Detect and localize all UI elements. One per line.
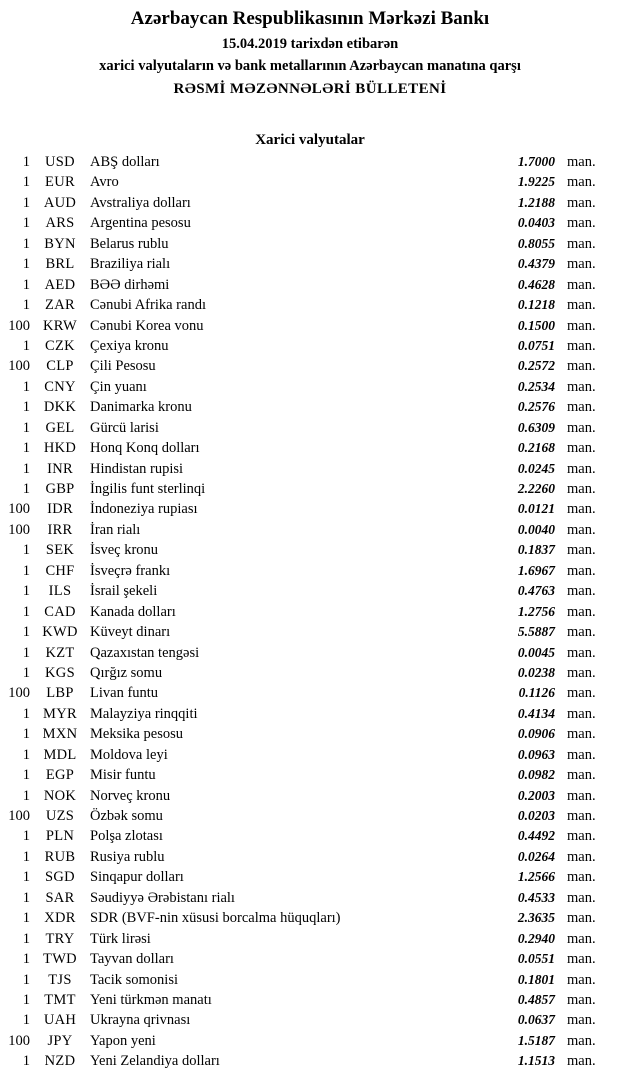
unit-label: man. xyxy=(567,624,596,641)
currency-quantity: 1 xyxy=(22,705,30,722)
rate-row xyxy=(0,256,620,276)
rate-row xyxy=(0,481,620,501)
rate-row xyxy=(0,624,620,644)
currency-code: GEL xyxy=(45,419,75,436)
currency-name: İndoneziya rupiası xyxy=(90,501,198,518)
currency-name: Ukrayna qrivnası xyxy=(90,1012,191,1029)
currency-quantity: 1 xyxy=(22,910,30,927)
unit-label: man. xyxy=(567,460,596,477)
currency-code: UZS xyxy=(45,808,75,824)
currency-quantity: 1 xyxy=(22,828,30,845)
currency-code: KGS xyxy=(45,664,75,681)
rate-value: 0.8055 xyxy=(517,235,555,251)
rate-value: 0.1218 xyxy=(517,297,555,313)
currency-quantity: 1 xyxy=(22,889,30,906)
currency-code: CHF xyxy=(45,562,75,579)
unit-label: man. xyxy=(567,910,596,927)
currency-quantity: 1 xyxy=(22,460,30,477)
currency-name: İngilis funt sterlinqi xyxy=(90,481,206,497)
currency-code: SGD xyxy=(45,869,75,886)
unit-label: man. xyxy=(567,746,596,763)
rate-row xyxy=(0,951,620,971)
unit-label: man. xyxy=(567,1032,596,1049)
unit-label: man. xyxy=(567,951,596,968)
unit-label: man. xyxy=(567,215,596,232)
currency-code: IDR xyxy=(47,501,73,518)
currency-quantity: 1 xyxy=(22,174,30,191)
rate-value: 0.0045 xyxy=(517,644,555,660)
currency-name: Hindistan rupisi xyxy=(90,460,184,477)
rate-value: 0.0403 xyxy=(517,215,555,231)
currency-name: Qırğız somu xyxy=(90,664,163,681)
currency-quantity: 1 xyxy=(22,481,30,497)
rate-row xyxy=(0,726,620,746)
unit-label: man. xyxy=(567,848,596,865)
rate-row xyxy=(0,788,620,808)
rate-value: 0.1837 xyxy=(517,542,555,558)
rate-value: 0.2576 xyxy=(517,399,555,415)
unit-label: man. xyxy=(567,705,596,722)
rate-row xyxy=(0,318,620,338)
rate-row xyxy=(0,236,620,256)
rates-table-body xyxy=(0,154,620,1074)
currency-name: Özbək somu xyxy=(90,808,163,824)
currency-code: GBP xyxy=(45,481,75,497)
currency-name: Avstraliya dolları xyxy=(90,194,191,211)
rate-row xyxy=(0,910,620,930)
currency-quantity: 1 xyxy=(22,276,30,293)
rate-row xyxy=(0,154,620,174)
currency-quantity: 1 xyxy=(22,848,30,865)
rate-row xyxy=(0,461,620,481)
currency-quantity: 100 xyxy=(8,1032,30,1049)
unit-label: man. xyxy=(567,930,596,947)
currency-quantity: 1 xyxy=(22,767,30,784)
currency-name: Tacik somonisi xyxy=(90,971,178,988)
rate-row xyxy=(0,583,620,603)
rate-row xyxy=(0,1012,620,1032)
rate-row xyxy=(0,297,620,317)
rate-value: 0.0963 xyxy=(517,746,555,762)
rate-value: 0.1801 xyxy=(517,971,555,987)
currency-name: Meksika pesosu xyxy=(90,726,184,743)
currency-name: Qazaxıstan tengəsi xyxy=(90,644,200,661)
currency-name: Tayvan dolları xyxy=(90,951,174,968)
rate-value: 0.4857 xyxy=(517,991,555,1007)
rate-value: 1.2188 xyxy=(517,194,555,210)
rate-row xyxy=(0,358,620,378)
currency-code: IRR xyxy=(47,521,73,538)
currency-quantity: 1 xyxy=(22,930,30,947)
currency-code: KRW xyxy=(43,317,77,334)
currency-quantity: 1 xyxy=(22,1053,30,1070)
currency-code: NOK xyxy=(43,787,77,804)
unit-label: man. xyxy=(567,440,596,457)
currency-code: ARS xyxy=(45,215,75,232)
rate-value: 0.6309 xyxy=(517,419,555,435)
rate-value: 0.4492 xyxy=(517,828,555,844)
currency-name: Cənubi Afrika randı xyxy=(90,297,206,314)
currency-code: CAD xyxy=(44,603,76,620)
currency-quantity: 1 xyxy=(22,746,30,763)
rate-value: 0.0751 xyxy=(517,337,555,353)
section-title-foreign-currencies: Xarici valyutalar xyxy=(255,132,365,148)
currency-quantity: 1 xyxy=(22,787,30,804)
currency-name: Cənubi Korea vonu xyxy=(90,317,204,334)
currency-code: EGP xyxy=(45,767,75,784)
rate-row xyxy=(0,706,620,726)
rate-row xyxy=(0,1033,620,1053)
currency-quantity: 1 xyxy=(22,726,30,743)
rate-value: 0.4134 xyxy=(517,705,555,721)
rate-row xyxy=(0,174,620,194)
rate-row xyxy=(0,992,620,1012)
unit-label: man. xyxy=(567,603,596,620)
currency-code: KWD xyxy=(42,624,78,641)
currency-name: Türk lirəsi xyxy=(90,930,151,947)
rate-row xyxy=(0,869,620,889)
currency-name: Livan funtu xyxy=(90,685,159,702)
rate-value: 0.2168 xyxy=(517,440,555,456)
rate-value: 2.3635 xyxy=(517,910,555,926)
currency-quantity: 1 xyxy=(22,624,30,641)
unit-label: man. xyxy=(567,828,596,845)
unit-label: man. xyxy=(567,399,596,416)
unit-label: man. xyxy=(567,889,596,906)
rate-value: 0.0121 xyxy=(517,501,555,517)
rate-value: 0.0264 xyxy=(517,848,555,864)
bank-title: Azərbaycan Respublikasının Mərkəzi Bankı xyxy=(130,8,490,29)
currency-code: HKD xyxy=(43,440,77,457)
rate-value: 1.2566 xyxy=(517,869,555,885)
unit-label: man. xyxy=(567,154,596,170)
rate-value: 0.0637 xyxy=(517,1012,555,1028)
rate-row xyxy=(0,828,620,848)
currency-code: TJS xyxy=(48,971,72,988)
currency-code: CZK xyxy=(45,337,75,354)
unit-label: man. xyxy=(567,378,596,395)
rate-row xyxy=(0,195,620,215)
currency-quantity: 1 xyxy=(22,1012,30,1029)
currency-code: MYR xyxy=(43,705,77,722)
currency-quantity: 100 xyxy=(8,685,30,702)
unit-label: man. xyxy=(567,419,596,436)
currency-name: İsrail şekeli xyxy=(90,583,158,600)
currency-name: Sinqapur dolları xyxy=(90,869,184,886)
currency-code: USD xyxy=(45,154,75,170)
currency-code: MXN xyxy=(42,726,78,743)
rate-value: 0.0245 xyxy=(517,460,555,476)
currency-quantity: 100 xyxy=(8,317,30,334)
currency-quantity: 100 xyxy=(8,521,30,538)
currency-code: SAR xyxy=(45,889,75,906)
unit-label: man. xyxy=(567,726,596,743)
currency-code: TMT xyxy=(44,991,76,1008)
currency-quantity: 1 xyxy=(22,215,30,232)
currency-quantity: 1 xyxy=(22,297,30,314)
currency-quantity: 1 xyxy=(22,583,30,600)
rate-value: 0.1500 xyxy=(517,317,555,333)
currency-quantity: 1 xyxy=(22,235,30,252)
unit-label: man. xyxy=(567,521,596,538)
rate-value: 1.7000 xyxy=(517,154,555,169)
currency-code: UAH xyxy=(43,1012,77,1029)
currency-name: İran rialı xyxy=(90,521,141,538)
currency-code: KZT xyxy=(45,644,75,661)
currency-code: LBP xyxy=(46,685,74,702)
unit-label: man. xyxy=(567,358,596,375)
rate-row xyxy=(0,890,620,910)
currency-quantity: 1 xyxy=(22,562,30,579)
rate-row xyxy=(0,338,620,358)
rate-value: 5.5887 xyxy=(517,624,555,640)
currency-code: CNY xyxy=(44,378,76,395)
currency-name: Danimarka kronu xyxy=(90,399,192,416)
rate-row xyxy=(0,563,620,583)
rate-value: 0.4628 xyxy=(517,276,555,292)
currency-quantity: 1 xyxy=(22,991,30,1008)
currency-name: Səudiyyə Ərəbistanı rialı xyxy=(90,889,235,906)
currency-code: ILS xyxy=(48,583,72,600)
unit-label: man. xyxy=(567,869,596,886)
rate-value: 0.4763 xyxy=(517,583,555,599)
unit-label: man. xyxy=(567,767,596,784)
currency-quantity: 100 xyxy=(8,501,30,518)
currency-name: Honq Konq dolları xyxy=(90,440,200,457)
currency-code: CLP xyxy=(46,358,74,375)
currency-name: Belarus rublu xyxy=(90,235,169,252)
rate-row xyxy=(0,522,620,542)
unit-label: man. xyxy=(567,1053,596,1070)
unit-label: man. xyxy=(567,562,596,579)
unit-label: man. xyxy=(567,174,596,191)
currency-quantity: 100 xyxy=(8,808,30,824)
currency-quantity: 1 xyxy=(22,256,30,273)
currency-code: AED xyxy=(44,276,76,293)
currency-code: TRY xyxy=(45,930,75,947)
unit-label: man. xyxy=(567,501,596,518)
rate-row xyxy=(0,1053,620,1073)
currency-name: Argentina pesosu xyxy=(90,215,191,232)
rate-row xyxy=(0,645,620,665)
unit-label: man. xyxy=(567,481,596,497)
rate-row xyxy=(0,972,620,992)
unit-label: man. xyxy=(567,808,596,824)
rate-row xyxy=(0,685,620,705)
unit-label: man. xyxy=(567,644,596,661)
rate-value: 0.4533 xyxy=(517,889,555,905)
currency-quantity: 1 xyxy=(22,971,30,988)
currency-name: ABŞ dolları xyxy=(90,154,160,170)
currency-quantity: 1 xyxy=(22,337,30,354)
rate-value: 0.1126 xyxy=(518,685,555,701)
rate-row xyxy=(0,440,620,460)
rate-value: 0.2940 xyxy=(517,930,555,946)
currency-code: JPY xyxy=(47,1032,73,1049)
rate-value: 2.2260 xyxy=(517,481,555,496)
currency-name: Yapon yeni xyxy=(90,1032,156,1049)
rate-value: 1.5187 xyxy=(517,1032,555,1048)
rate-row xyxy=(0,747,620,767)
currency-quantity: 1 xyxy=(22,664,30,681)
rate-row xyxy=(0,767,620,787)
currency-code: RUB xyxy=(44,848,76,865)
currency-name: İsveçrə frankı xyxy=(90,562,171,579)
currency-quantity: 1 xyxy=(22,542,30,559)
unit-label: man. xyxy=(567,194,596,211)
currency-code: INR xyxy=(47,460,73,477)
currency-quantity: 1 xyxy=(22,378,30,395)
rate-value: 0.2534 xyxy=(517,378,555,394)
rate-value: 0.0238 xyxy=(517,664,555,680)
effective-date-line: 15.04.2019 tarixdən etibarən xyxy=(221,36,399,52)
currency-code: BRL xyxy=(45,256,75,273)
rate-row xyxy=(0,849,620,869)
rate-value: 1.6967 xyxy=(517,562,555,578)
unit-label: man. xyxy=(567,991,596,1008)
rate-row xyxy=(0,420,620,440)
currency-name: Küveyt dinarı xyxy=(90,624,171,641)
unit-label: man. xyxy=(567,1012,596,1029)
rate-value: 1.2756 xyxy=(517,603,555,619)
currency-name: Çin yuanı xyxy=(90,378,147,395)
currency-name: SDR (BVF-nin xüsusi borcalma hüquqları) xyxy=(90,910,341,927)
currency-quantity: 1 xyxy=(22,154,30,170)
unit-label: man. xyxy=(567,685,596,702)
currency-quantity: 1 xyxy=(22,440,30,457)
currency-quantity: 1 xyxy=(22,603,30,620)
currency-quantity: 100 xyxy=(8,358,30,375)
rate-row xyxy=(0,501,620,521)
rate-value: 0.2003 xyxy=(517,787,555,803)
rate-value: 0.0040 xyxy=(517,521,555,537)
currency-quantity: 1 xyxy=(22,869,30,886)
rate-value: 1.9225 xyxy=(517,174,555,190)
currency-code: XDR xyxy=(44,910,76,927)
unit-label: man. xyxy=(567,256,596,273)
rate-value: 1.1513 xyxy=(517,1053,555,1069)
currency-name: Braziliya rialı xyxy=(90,256,171,273)
currency-name: Çili Pesosu xyxy=(90,358,156,375)
rate-value: 0.0551 xyxy=(517,951,555,967)
currency-name: Norveç kronu xyxy=(90,787,171,804)
currency-code: BYN xyxy=(44,235,76,252)
currency-name: Malayziya rinqqiti xyxy=(90,705,198,722)
currency-code: EUR xyxy=(45,174,75,191)
currency-name: BƏƏ dirhəmi xyxy=(90,276,170,293)
currency-name: Rusiya rublu xyxy=(90,848,165,865)
rate-value: 0.0982 xyxy=(517,767,555,783)
rate-row xyxy=(0,604,620,624)
rate-row xyxy=(0,665,620,685)
unit-label: man. xyxy=(567,317,596,334)
currency-name: Yeni Zelandiya dolları xyxy=(90,1053,220,1070)
currency-code: MDL xyxy=(43,746,77,763)
rate-value: 0.0906 xyxy=(517,726,555,742)
currency-name: Kanada dolları xyxy=(90,603,176,620)
currency-code: ZAR xyxy=(45,297,75,314)
unit-label: man. xyxy=(567,337,596,354)
currency-quantity: 1 xyxy=(22,194,30,211)
unit-label: man. xyxy=(567,276,596,293)
rate-row xyxy=(0,808,620,828)
currency-code: NZD xyxy=(44,1053,76,1070)
currency-name: Polşa zlotası xyxy=(90,828,163,845)
unit-label: man. xyxy=(567,787,596,804)
currency-code: PLN xyxy=(45,828,75,845)
rate-row xyxy=(0,215,620,235)
currency-quantity: 1 xyxy=(22,419,30,436)
currency-code: SEK xyxy=(45,542,75,559)
currency-name: Avro xyxy=(90,174,119,191)
currency-quantity: 1 xyxy=(22,951,30,968)
currency-name: Moldova leyi xyxy=(90,746,168,763)
currency-name: İsveç kronu xyxy=(90,542,159,559)
currency-name: Yeni türkmən manatı xyxy=(90,991,212,1008)
currency-code: AUD xyxy=(43,194,77,211)
rate-row xyxy=(0,542,620,562)
unit-label: man. xyxy=(567,542,596,559)
rate-row xyxy=(0,931,620,951)
unit-label: man. xyxy=(567,664,596,681)
unit-label: man. xyxy=(567,235,596,252)
unit-label: man. xyxy=(567,971,596,988)
rate-row xyxy=(0,399,620,419)
currency-name: Çexiya kronu xyxy=(90,337,169,354)
currency-name: Gürcü larisi xyxy=(90,419,159,436)
rate-value: 0.0203 xyxy=(517,808,555,823)
unit-label: man. xyxy=(567,297,596,314)
currency-quantity: 1 xyxy=(22,399,30,416)
rate-row xyxy=(0,379,620,399)
rate-row xyxy=(0,277,620,297)
currency-code: DKK xyxy=(43,399,77,416)
bulletin-title: RƏSMİ MƏZƏNNƏLƏRİ BÜLLETENİ xyxy=(173,81,447,97)
unit-label: man. xyxy=(567,583,596,600)
currency-quantity: 1 xyxy=(22,644,30,661)
currency-name: Misir funtu xyxy=(90,767,156,784)
rate-value: 0.2572 xyxy=(517,358,555,374)
currency-code: TWD xyxy=(43,951,77,968)
rate-value: 0.4379 xyxy=(517,256,555,272)
document-subtitle: xarici valyutaların və bank metallarının Azərbaycan manatına qarşı xyxy=(99,58,521,74)
